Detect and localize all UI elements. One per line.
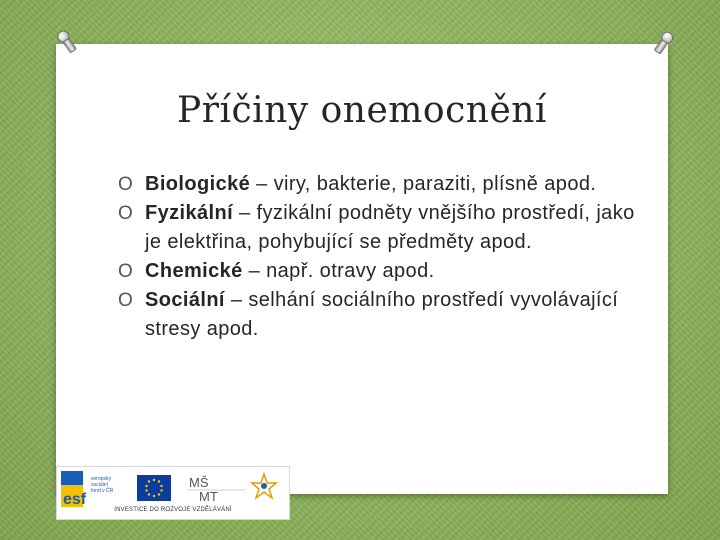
eu-flag-logo [137,475,171,501]
svg-text:MT: MT [199,489,218,504]
bullet-icon: O [118,261,134,282]
svg-text:esf: esf [63,491,87,507]
list-item-term: Biologické [145,173,251,195]
list-item-term: Fyzikální [145,202,234,224]
bullet-list [118,170,638,344]
esf-logo [61,471,121,507]
svg-text:MŠ: MŠ [189,475,209,490]
list-item-term: Chemické [145,260,243,282]
msmt-logo [185,471,247,505]
list-item [118,170,638,199]
list-item [118,257,638,286]
pushpin-icon [651,29,675,56]
bullet-icon: O [118,203,134,224]
list-item-term: Sociální [145,289,225,311]
list-item-text: – viry, bakterie, paraziti, plísně apod. [250,173,597,195]
list-item-text: – fyzikální podněty vnějšího prostředí, jako je elektřina, pohybující se předměty apod. [145,202,635,253]
svg-text:evropský: evropský [91,476,112,482]
svg-text:sociální: sociální [91,482,108,488]
bullet-icon: O [118,290,134,311]
op-star-logo [249,471,279,505]
list-item [118,199,638,257]
funding-logos [56,466,290,520]
bullet-icon: O [118,174,134,195]
list-item-text: – selhání sociálního prostředí vyvolávající stresy apod. [145,289,619,340]
list-item [118,286,638,344]
slide-title: Příčiny onemocnění [177,90,547,131]
list-item-text: – např. otravy apod. [242,260,435,282]
logo-tagline: INVESTICE DO ROZVOJE VZDĚLÁVÁNÍ [114,507,232,513]
svg-text:fond v ČR: fond v ČR [91,488,114,494]
